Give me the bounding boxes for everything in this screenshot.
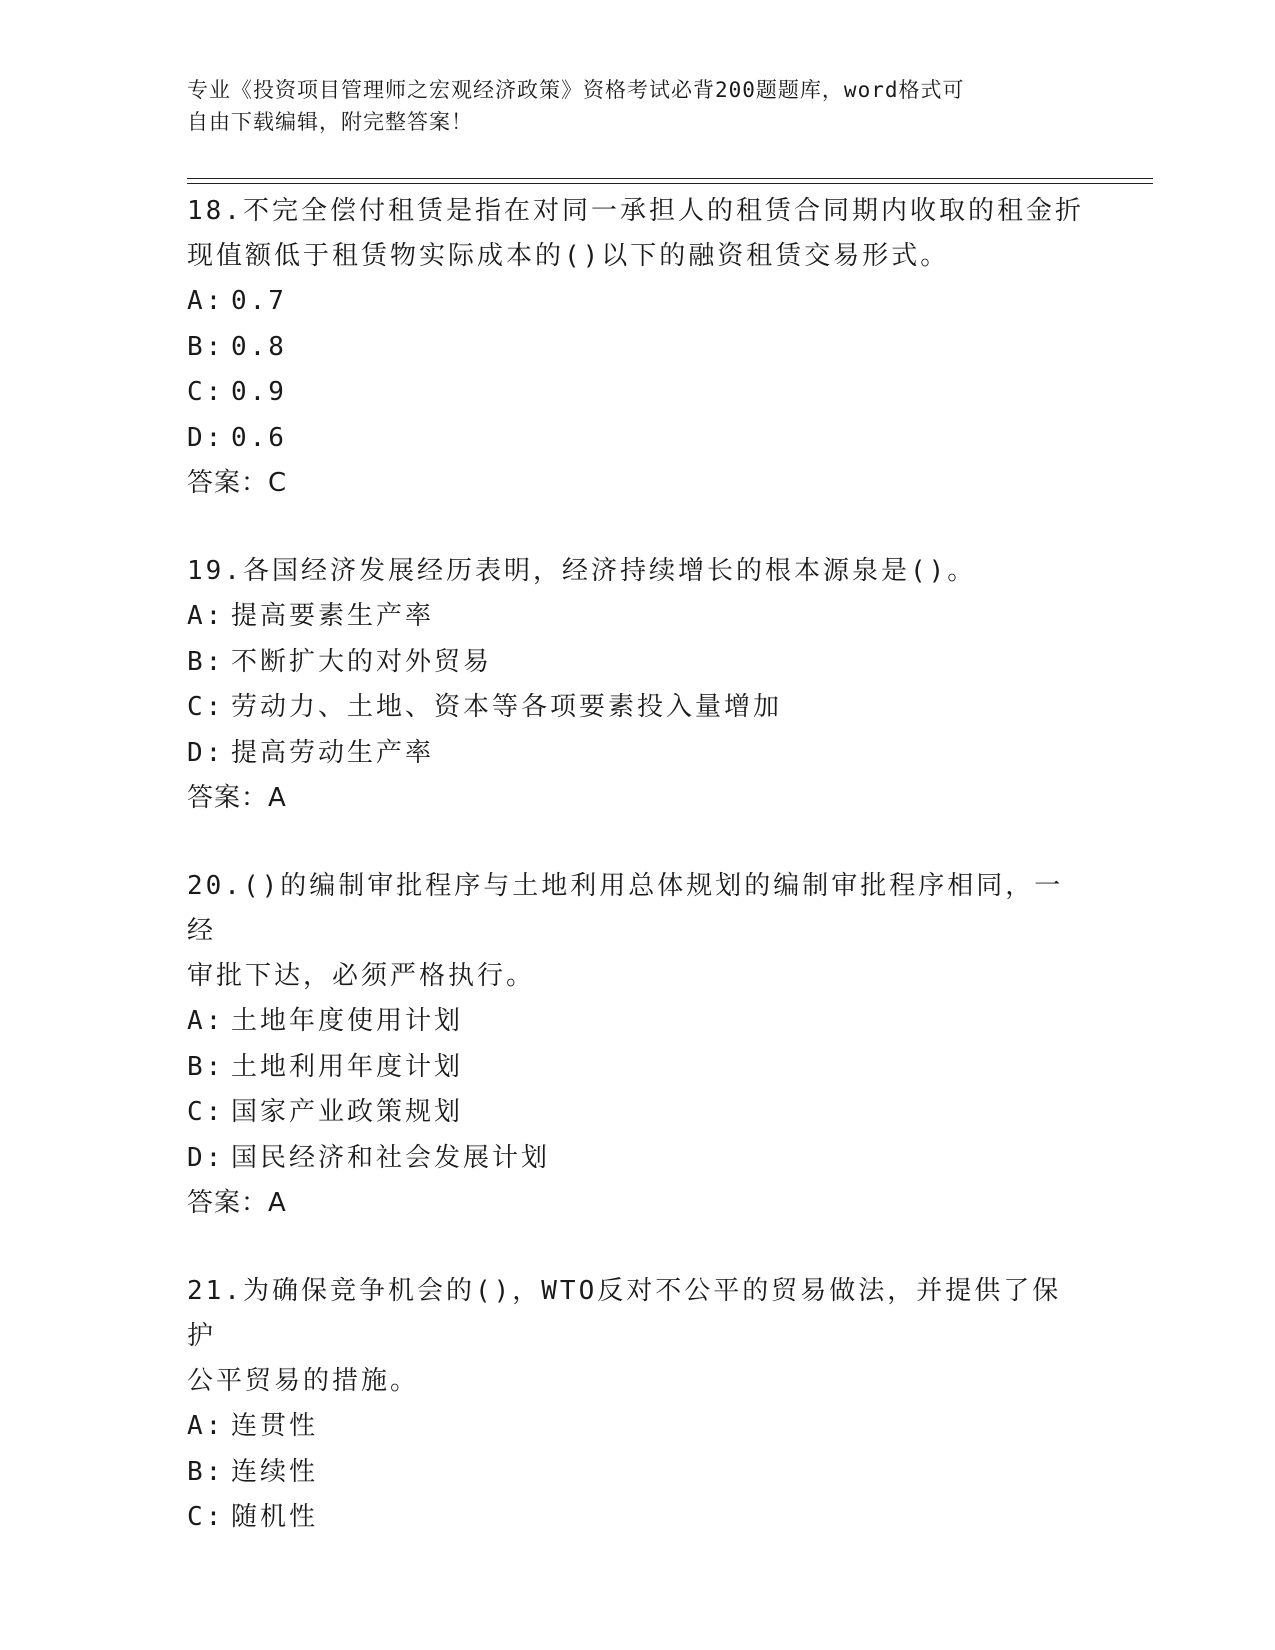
option-letter: B: (187, 331, 225, 362)
answer-option (187, 594, 1087, 640)
option-text: 连贯性 (231, 1411, 319, 1441)
option-text: 0.6 (231, 422, 287, 453)
header-line-2: 自由下载编辑，附完整答案！ (187, 110, 473, 134)
option-text: 劳动力、土地、资本等各项要素投入量增加 (231, 692, 783, 722)
question-block (187, 864, 1087, 1225)
option-letter: B: (187, 1051, 225, 1082)
answer-option (187, 1045, 1087, 1091)
answer-option (187, 1450, 1087, 1496)
answer-option (187, 279, 1087, 325)
answer-option (187, 1136, 1087, 1182)
question-block (187, 189, 1087, 505)
answer-option (187, 999, 1087, 1045)
question-stem-line: 20.()的编制审批程序与土地利用总体规划的编制审批程序相同，一经 (187, 871, 1064, 946)
question-stem-line: 审批下达，必须严格执行。 (187, 961, 536, 991)
answer-option (187, 1404, 1087, 1450)
option-letter: C: (187, 377, 225, 407)
option-letter: A: (187, 1006, 225, 1036)
answer-key: 答案：A (187, 783, 287, 813)
option-letter: D: (187, 422, 225, 453)
option-letter: C: (187, 1502, 225, 1532)
option-letter: B: (187, 646, 225, 677)
option-text: 土地年度使用计划 (231, 1006, 464, 1036)
option-letter: B: (187, 1456, 225, 1487)
option-text: 国家产业政策规划 (231, 1097, 464, 1127)
option-text: 土地利用年度计划 (231, 1051, 464, 1082)
option-text: 0.8 (231, 331, 287, 362)
option-text: 不断扩大的对外贸易 (231, 646, 493, 677)
option-letter: C: (187, 1097, 225, 1127)
answer-option (187, 685, 1087, 731)
option-text: 0.7 (231, 286, 287, 316)
answer-option (187, 370, 1087, 416)
option-letter: A: (187, 1411, 225, 1441)
option-letter: A: (187, 601, 225, 631)
option-letter: D: (187, 737, 225, 768)
option-text: 提高劳动生产率 (231, 737, 435, 768)
question-stem-line: 现值额低于租赁物实际成本的()以下的融资租赁交易形式。 (187, 241, 950, 271)
answer-key: 答案：C (187, 468, 288, 498)
header-divider-top (187, 178, 1153, 179)
question-stem-line: 公平贸易的措施。 (187, 1366, 420, 1396)
question-block (187, 1269, 1087, 1541)
question-stem-line: 21.为确保竞争机会的()，WTO反对不公平的贸易做法，并提供了保护 (187, 1276, 1062, 1351)
option-text: 0.9 (231, 377, 287, 407)
option-letter: A: (187, 286, 225, 316)
answer-option (187, 416, 1087, 462)
answer-option (187, 1495, 1087, 1541)
option-text: 随机性 (231, 1502, 319, 1532)
question-list (187, 189, 1087, 1585)
answer-option (187, 640, 1087, 686)
header-line-1: 专业《投资项目管理师之宏观经济政策》资格考试必背200题题库，word格式可 (187, 78, 965, 102)
answer-key: 答案：A (187, 1188, 287, 1218)
header-divider-bottom (187, 183, 1153, 184)
option-text: 提高要素生产率 (231, 601, 435, 631)
option-text: 连续性 (231, 1456, 319, 1487)
document-header (187, 74, 1067, 138)
option-text: 国民经济和社会发展计划 (231, 1142, 551, 1173)
question-stem-line: 18.不完全偿付租赁是指在对同一承担人的租赁合同期内收取的租金折 (187, 196, 1084, 226)
question-stem-line: 19.各国经济发展经历表明，经济持续增长的根本源泉是()。 (187, 556, 977, 586)
answer-option (187, 731, 1087, 777)
option-letter: C: (187, 692, 225, 722)
answer-option (187, 325, 1087, 371)
option-letter: D: (187, 1142, 225, 1173)
question-block (187, 549, 1087, 820)
answer-option (187, 1090, 1087, 1136)
